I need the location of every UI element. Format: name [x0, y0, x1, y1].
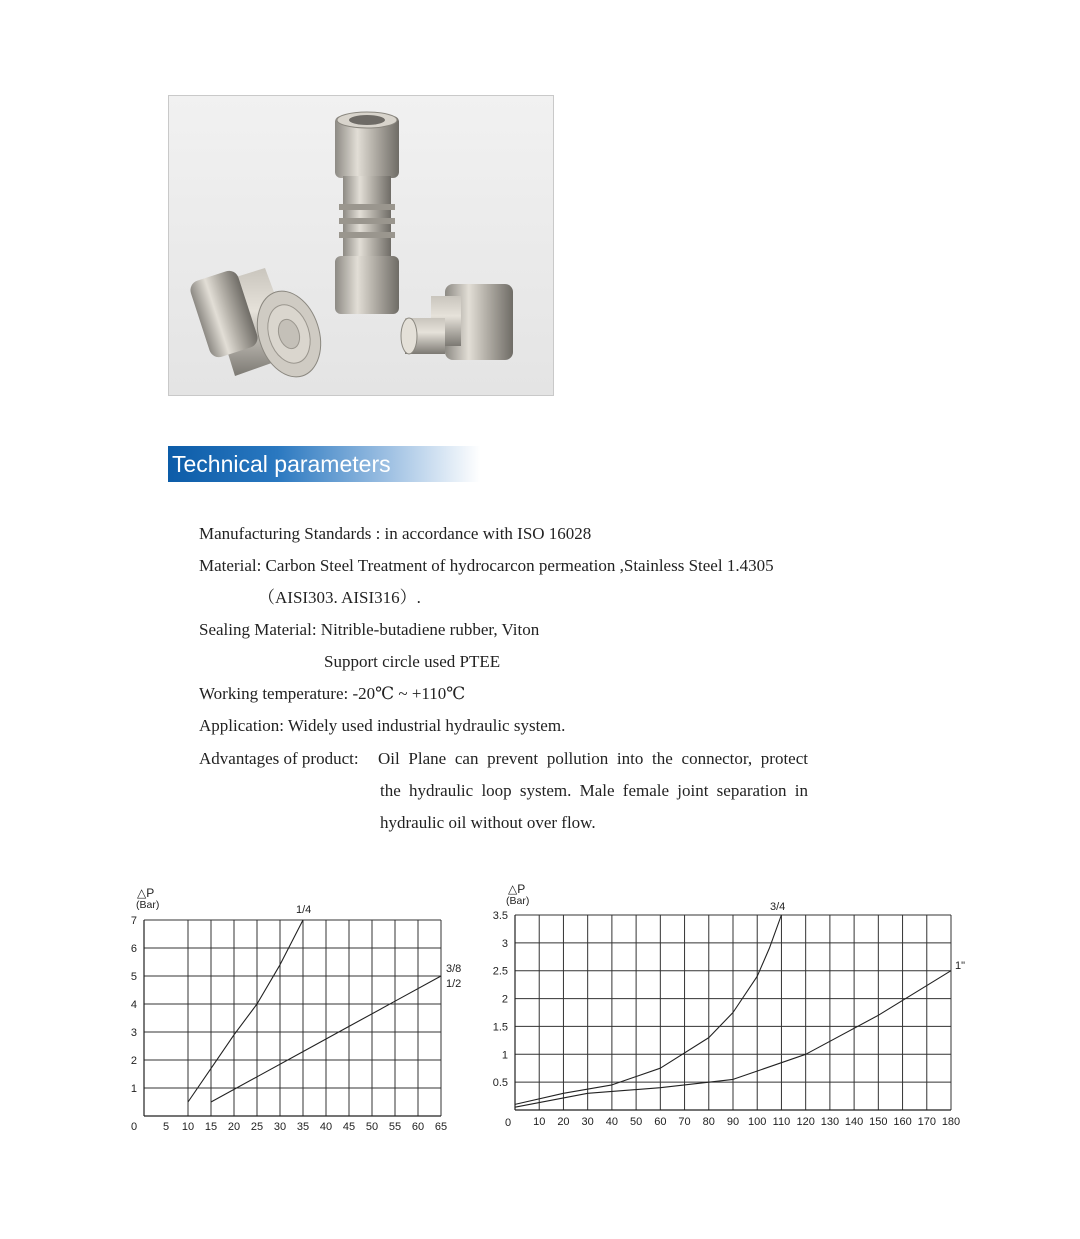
x-tick-label: 10	[533, 1116, 546, 1128]
y-tick-label: 3.5	[492, 910, 508, 922]
series-label: 1/2	[446, 978, 462, 990]
x-tick-label: 10	[181, 1121, 195, 1133]
x-tick-label: 20	[557, 1116, 570, 1128]
y-tick-label: 4	[130, 999, 137, 1011]
y-tick-label: 1	[130, 1083, 137, 1095]
x-tick-label: 80	[702, 1116, 715, 1128]
x-tick-label: 45	[342, 1121, 356, 1133]
y-tick-label: 2	[130, 1055, 137, 1067]
x-tick-label: 50	[629, 1116, 643, 1128]
x-tick-label: 120	[796, 1116, 815, 1128]
x-tick-label: 20	[227, 1121, 241, 1133]
x-tick-label: 160	[893, 1116, 912, 1128]
y-tick-label: 1	[501, 1049, 508, 1062]
spec-advantages-line-2: the hydraulic loop system. Male female joint separation in	[380, 781, 808, 800]
x-tick-label: 140	[844, 1116, 864, 1128]
x-tick-label: 30	[581, 1116, 594, 1128]
spec-advantages-label: Advantages of product:	[199, 749, 359, 768]
x-tick-label: 60	[411, 1121, 425, 1133]
y-axis-unit: (Bar)	[136, 899, 160, 911]
spec-material-continued: （AISI303. AISI316）.	[258, 588, 421, 607]
y-axis-symbol: △P	[508, 882, 526, 896]
x-tick-label: 65	[434, 1121, 448, 1133]
y-tick-label: 2.5	[492, 965, 508, 978]
spec-material: Material: Carbon Steel Treatment of hydrocarcon permeation ,Stainless Steel 1.4305	[199, 556, 774, 575]
x-tick-label: 130	[820, 1116, 840, 1128]
y-tick-label: 0.5	[492, 1077, 508, 1090]
x-tick-label: 25	[250, 1121, 264, 1133]
y-tick-label: 1.5	[492, 1021, 508, 1034]
x-tick-label: 150	[869, 1116, 888, 1128]
x-tick-label: 100	[748, 1116, 767, 1128]
spec-application: Application: Widely used industrial hydraulic system.	[199, 716, 566, 735]
y-tick-label: 2	[501, 993, 508, 1006]
spec-advantages-line-1: Oil Plane can prevent pollution into the connector, protect	[378, 749, 808, 768]
y-tick-label: 5	[130, 971, 137, 983]
y-axis-symbol: △P	[137, 886, 155, 900]
x-tick-label: 30	[273, 1121, 287, 1133]
x-tick-label: 35	[296, 1121, 310, 1133]
series-label: 3/8	[446, 963, 462, 975]
x-tick-label: 50	[365, 1121, 379, 1133]
x-tick-label: 40	[319, 1121, 333, 1133]
x-tick-label: 40	[605, 1116, 619, 1128]
y-axis-unit: (Bar)	[506, 895, 530, 907]
series-label: 1"	[955, 960, 966, 972]
x-tick-label: 5	[162, 1121, 170, 1133]
spec-sealing-continued: Support circle used PTEE	[324, 652, 501, 671]
y-tick-label: 7	[130, 915, 137, 927]
spec-advantages-line-3: hydraulic oil without over flow.	[380, 813, 596, 832]
series-label: 3/4	[770, 901, 786, 913]
x-tick-label: 70	[678, 1116, 691, 1128]
spec-standards: Manufacturing Standards : in accordance with ISO 16028	[199, 524, 592, 543]
x-tick-label: 170	[917, 1116, 936, 1128]
origin-label: 0	[504, 1117, 512, 1129]
x-tick-label: 15	[204, 1121, 218, 1133]
x-tick-label: 60	[654, 1116, 667, 1128]
origin-label: 0	[130, 1121, 138, 1133]
series-label: 1/4	[296, 904, 312, 916]
x-tick-label: 90	[726, 1116, 740, 1128]
x-tick-label: 180	[941, 1116, 961, 1128]
x-tick-label: 110	[772, 1116, 791, 1128]
y-tick-label: 6	[130, 943, 137, 955]
spec-temperature: Working temperature: -20℃ ~ +110℃	[199, 684, 466, 703]
x-tick-label: 55	[388, 1121, 402, 1133]
section-title: Technical parameters	[172, 451, 391, 477]
y-tick-label: 3	[130, 1027, 137, 1039]
spec-sealing: Sealing Material: Nitrible-butadiene rubber, Viton	[199, 620, 540, 639]
y-tick-label: 3	[501, 937, 508, 950]
